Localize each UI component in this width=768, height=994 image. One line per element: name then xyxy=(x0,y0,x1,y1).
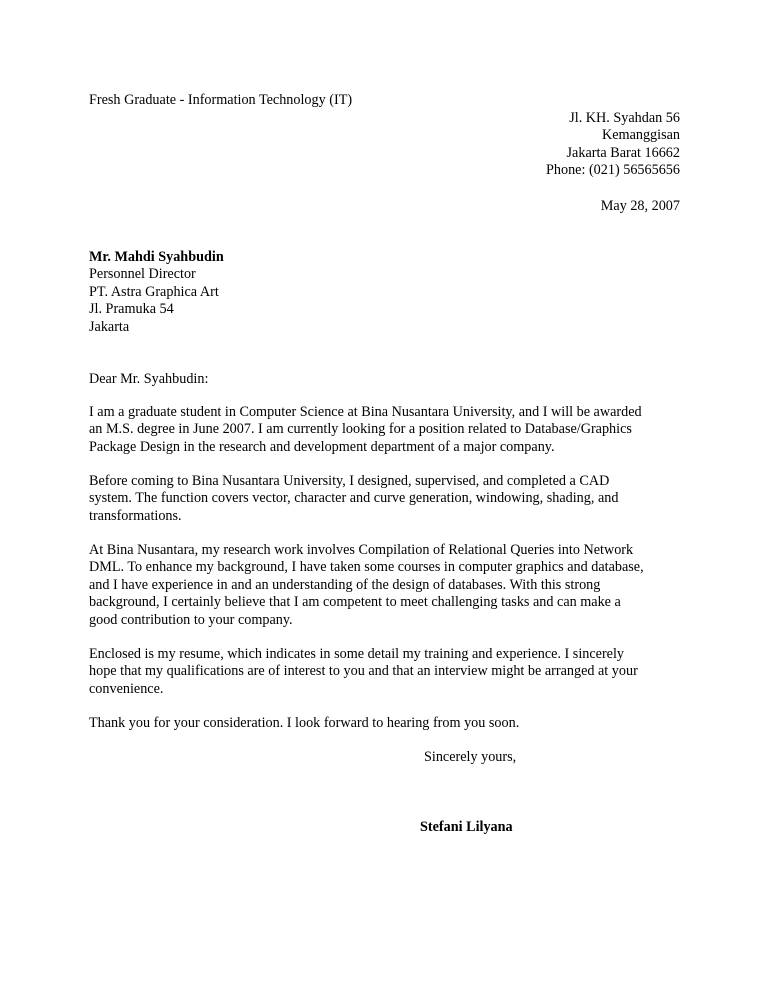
recipient-company: PT. Astra Graphica Art xyxy=(89,283,219,300)
paragraph-1 xyxy=(89,404,689,456)
recipient-address xyxy=(89,249,224,336)
paragraph-line: Before coming to Bina Nusantara University, I designed, supervised, and completed a CAD xyxy=(89,473,610,489)
paragraph-line: transformations. xyxy=(89,507,182,524)
paragraph-line: convenience. xyxy=(89,680,164,697)
paragraph-line: good contribution to your company. xyxy=(89,611,293,628)
paragraph-line: an M.S. degree in June 2007. I am currently looking for a position related to Database/Graphics xyxy=(89,421,632,438)
recipient-title: Personnel Director xyxy=(89,266,196,283)
paragraph-4 xyxy=(89,646,689,698)
paragraph-line: Enclosed is my resume, which indicates in some detail my training and experience. I sincerely xyxy=(89,646,625,662)
sender-street: Jl. KH. Syahdan 56 xyxy=(569,110,680,126)
sender-district: Kemanggisan xyxy=(601,127,680,144)
paragraph-line: At Bina Nusantara, my research work involves Compilation of Relational Queries into Network xyxy=(89,542,634,558)
sender-city: Jakarta Barat 16662 xyxy=(566,144,680,161)
letter-heading: Fresh Graduate - Information Technology (IT) xyxy=(89,92,353,108)
paragraph-line: background, I certainly believe that I am competent to meet challenging tasks and can make a xyxy=(89,594,621,611)
salutation-line: Dear Mr. Syahbudin: xyxy=(89,371,209,387)
sender-address xyxy=(546,110,680,180)
paragraph-3 xyxy=(89,542,689,629)
paragraph-line: Package Design in the research and development department of a major company. xyxy=(89,438,555,455)
paragraph-line: hope that my qualifications are of interest to you and that an interview might be arranged at your xyxy=(89,663,638,680)
sender-phone: Phone: (021) 56565656 xyxy=(546,162,680,179)
paragraph-line: Thank you for your consideration. I look forward to hearing from you soon. xyxy=(89,715,520,731)
closing: Sincerely yours, xyxy=(424,749,517,765)
salutation xyxy=(89,371,689,388)
recipient-city: Jakarta xyxy=(89,318,130,335)
paragraph-2 xyxy=(89,473,689,525)
paragraph-line: I am a graduate student in Computer Science at Bina Nusantara University, and I will be awarded xyxy=(89,404,642,420)
signature-name: Stefani Lilyana xyxy=(420,819,513,835)
paragraph-line: system. The function covers vector, character and curve generation, windowing, shading, and xyxy=(89,490,619,507)
paragraph-5 xyxy=(89,715,689,732)
paragraph-line: and I have experience in and an understanding of the design of databases. With this strong xyxy=(89,576,601,593)
recipient-name: Mr. Mahdi Syahbudin xyxy=(89,249,224,265)
recipient-street: Jl. Pramuka 54 xyxy=(89,301,174,318)
letter-date: May 28, 2007 xyxy=(600,198,680,214)
paragraph-line: DML. To enhance my background, I have taken some courses in computer graphics and database, xyxy=(89,559,644,576)
